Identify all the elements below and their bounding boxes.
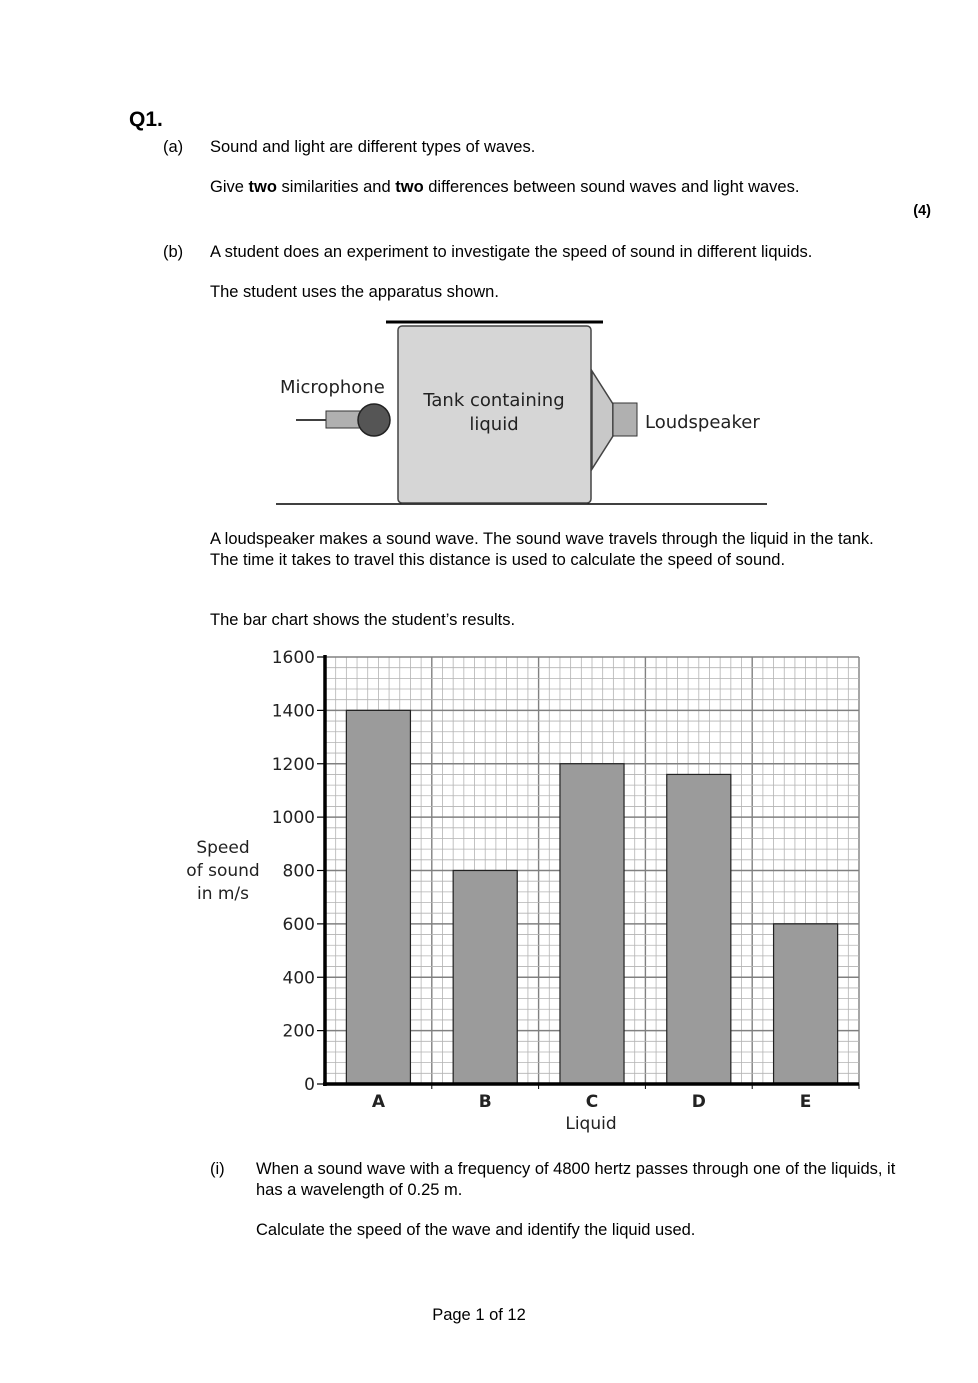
- apparatus-description: A loudspeaker makes a sound wave. The sound wave travels through the liquid in the tank. The time it takes to travel this distance is used to calculate the speed of sound.: [210, 530, 874, 569]
- part-a-label: (a): [163, 138, 184, 156]
- y-tick-1600: 1600: [271, 648, 315, 668]
- part-a-instruction: [210, 177, 799, 198]
- part-a-marks: (4): [913, 203, 931, 219]
- loudspeaker-label: Loudspeaker: [645, 412, 760, 433]
- sub-i-label: (i): [210, 1160, 225, 1178]
- question-number: Q1.: [129, 108, 163, 131]
- page-footer: Page 1 of 12: [432, 1306, 526, 1324]
- bar-A: [346, 710, 410, 1084]
- instruction-bold-2: two: [395, 178, 424, 196]
- y-tick-1400: 1400: [271, 701, 315, 722]
- bar-C: [560, 764, 624, 1084]
- y-axis-label-line1: Speed: [196, 838, 250, 858]
- y-tick-0: 0: [304, 1075, 315, 1095]
- bar-chart: [175, 640, 875, 1140]
- y-axis-label-line3: in m/s: [196, 884, 250, 904]
- chart-bars: [346, 710, 837, 1084]
- tank-label-line2: liquid: [469, 414, 519, 435]
- part-b-text: A student does an experiment to investigate the speed of sound in different liquids.: [210, 243, 813, 261]
- bar-E: [774, 924, 838, 1084]
- part-b-label: (b): [163, 243, 184, 261]
- microphone-head: [358, 404, 390, 436]
- x-tick-C: C: [585, 1092, 599, 1112]
- tank-label-line1: Tank containing: [423, 390, 565, 411]
- y-tick-1200: 1200: [271, 754, 315, 775]
- bar-B: [453, 871, 517, 1085]
- x-tick-A: A: [371, 1092, 385, 1112]
- x-tick-B: B: [478, 1092, 492, 1112]
- chart-intro: The bar chart shows the student’s results.: [210, 611, 516, 629]
- instruction-mid: similarities and: [276, 178, 396, 196]
- instruction-bold-1: two: [248, 178, 277, 196]
- x-axis-label: Liquid: [565, 1114, 617, 1134]
- y-tick-800: 800: [282, 861, 315, 882]
- y-tick-200: 200: [282, 1021, 315, 1042]
- apparatus-diagram: [270, 315, 780, 510]
- bar-D: [667, 774, 731, 1084]
- y-tick-1000: 1000: [271, 808, 315, 829]
- instruction-post: differences between sound waves and light waves.: [423, 178, 800, 196]
- x-tick-E: E: [799, 1092, 812, 1112]
- y-tick-400: 400: [282, 968, 315, 989]
- loudspeaker-cone: [592, 371, 613, 469]
- sub-i-text: When a sound wave with a frequency of 4800 hertz passes through one of the liquids, it has a wavelength of 0.25 m.: [256, 1160, 896, 1199]
- y-tick-600: 600: [282, 914, 315, 935]
- y-tick-labels: [272, 648, 315, 1095]
- loudspeaker-body: [613, 403, 637, 436]
- instruction-pre: Give: [210, 178, 249, 196]
- part-a-text: Sound and light are different types of waves.: [210, 138, 536, 156]
- sub-i-instruction: Calculate the speed of the wave and identify the liquid used.: [256, 1221, 696, 1239]
- x-tick-D: D: [691, 1092, 706, 1112]
- microphone-label: Microphone: [280, 377, 385, 398]
- y-axis-label-line2: of sound: [186, 861, 260, 881]
- x-tick-labels: [372, 1092, 812, 1112]
- apparatus-intro: The student uses the apparatus shown.: [210, 283, 499, 301]
